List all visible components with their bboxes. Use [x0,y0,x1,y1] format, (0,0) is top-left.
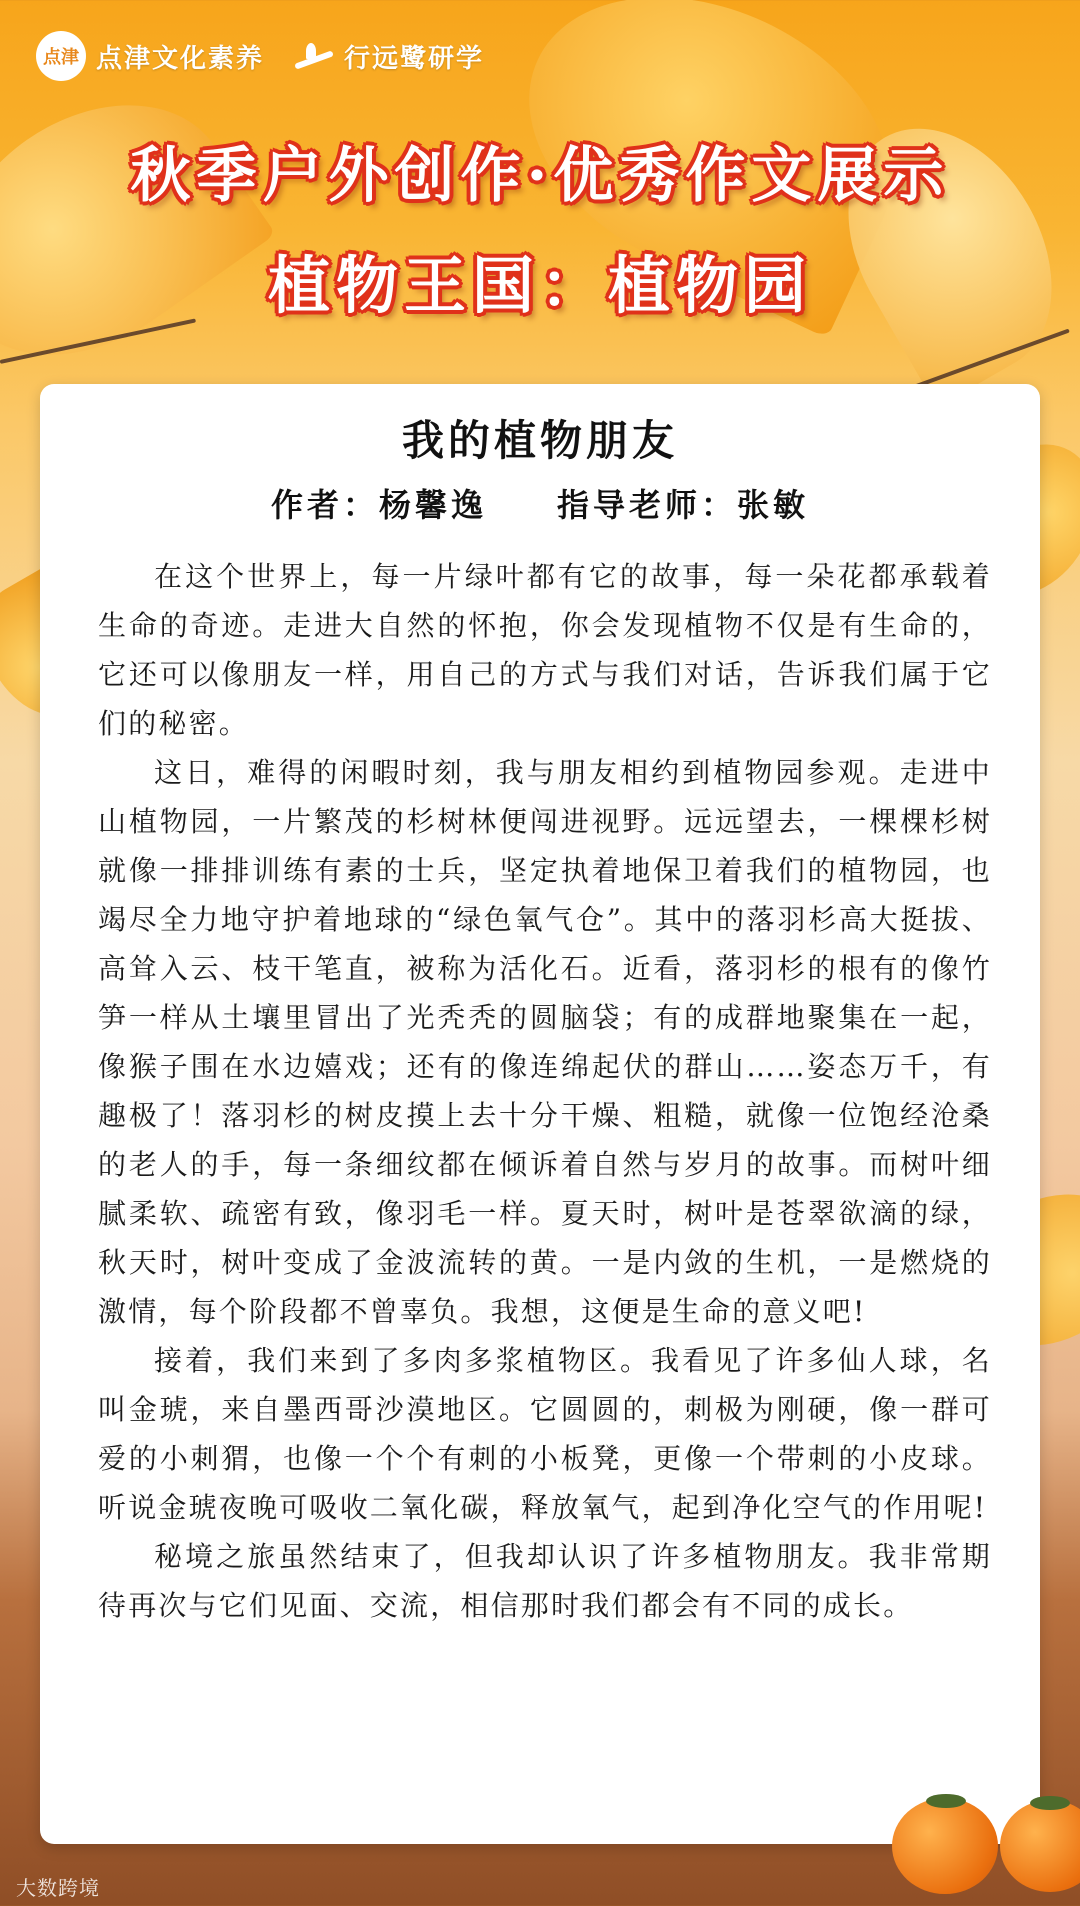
essay-teacher: 指导老师：张敏 [557,486,810,524]
brand-header [36,28,484,84]
essay-card [40,384,1040,1844]
brand-name-secondary: 行远鹭研学 [344,43,485,74]
essay-paragraph: 在这个世界上，每一片绿叶都有它的故事，每一朵花都承载着生命的奇迹。走进大自然的怀抱，你会发现植物不仅是有生命的，它还可以像朋友一样，用自己的方式与我们对话，告诉我们属于它们的秘密。 [98,560,992,740]
page-title: 秋季户外创作·优秀作文展示 [130,141,950,211]
essay-author: 作者：杨馨逸 [270,486,487,524]
watermark: 大数跨境 [16,1876,100,1900]
page-subtitle: 植物王国：植物园 [267,249,812,322]
brand-logo-icon: 点津 [36,31,86,81]
essay-paragraph: 接着，我们来到了多肉多浆植物区。我看见了许多仙人球，名叫金琥，来自墨西哥沙漠地区。它圆圆的，刺极为刚硬，像一群可爱的小刺猬，也像一个个有刺的小板凳，更像一个带刺的小皮球。听说金琥夜晚可吸收二氧化碳，释放氧气，起到净化空气的作用呢! [98,1344,992,1524]
persimmon-calyx-decoration [1030,1796,1070,1810]
brand-name-primary: 点津文化素养 [96,43,265,74]
essay-title: 我的植物朋友 [401,416,678,465]
essay-byline [40,480,1040,526]
egret-logo-icon [294,41,334,71]
persimmon-calyx-decoration [926,1794,966,1808]
essay-body [98,552,992,1630]
persimmon-decoration [892,1798,998,1894]
essay-paragraph: 这日，难得的闲暇时刻，我与朋友相约到植物园参观。走进中山植物园，一片繁茂的杉树林便闯进视野。远远望去，一棵棵杉树就像一排排训练有素的士兵，坚定执着地保卫着我们的植物园，也竭尽全力地守护着地球的“绿色氧气仓”。其中的落羽杉高大挺拔、高耸入云、枝干笔直，被称为活化石。近看，落羽杉的根有的像竹笋一样从土壤里冒出了光秃秃的圆脑袋；有的成群地聚集在一起，像猴子围在水边嬉戏；还有的像连绵起伏的群山……姿态万千，有趣极了！落羽杉的树皮摸上去十分干燥、粗糙，就像一位饱经沧桑的老人的手，每一条细纹都在倾诉着自然与岁月的故事。而树叶细腻柔软、疏密有致，像羽毛一样。夏天时，树叶是苍翠欲滴的绿，秋天时，树叶变成了金波流转的黄。一是内敛的生机，一是燃烧的激情，每个阶段都不曾辜负。我想，这便是生命的意义吧! [98,756,992,1328]
essay-paragraph: 秘境之旅虽然结束了，但我却认识了许多植物朋友。我非常期待再次与它们见面、交流，相信那时我们都会有不同的成长。 [98,1540,992,1622]
